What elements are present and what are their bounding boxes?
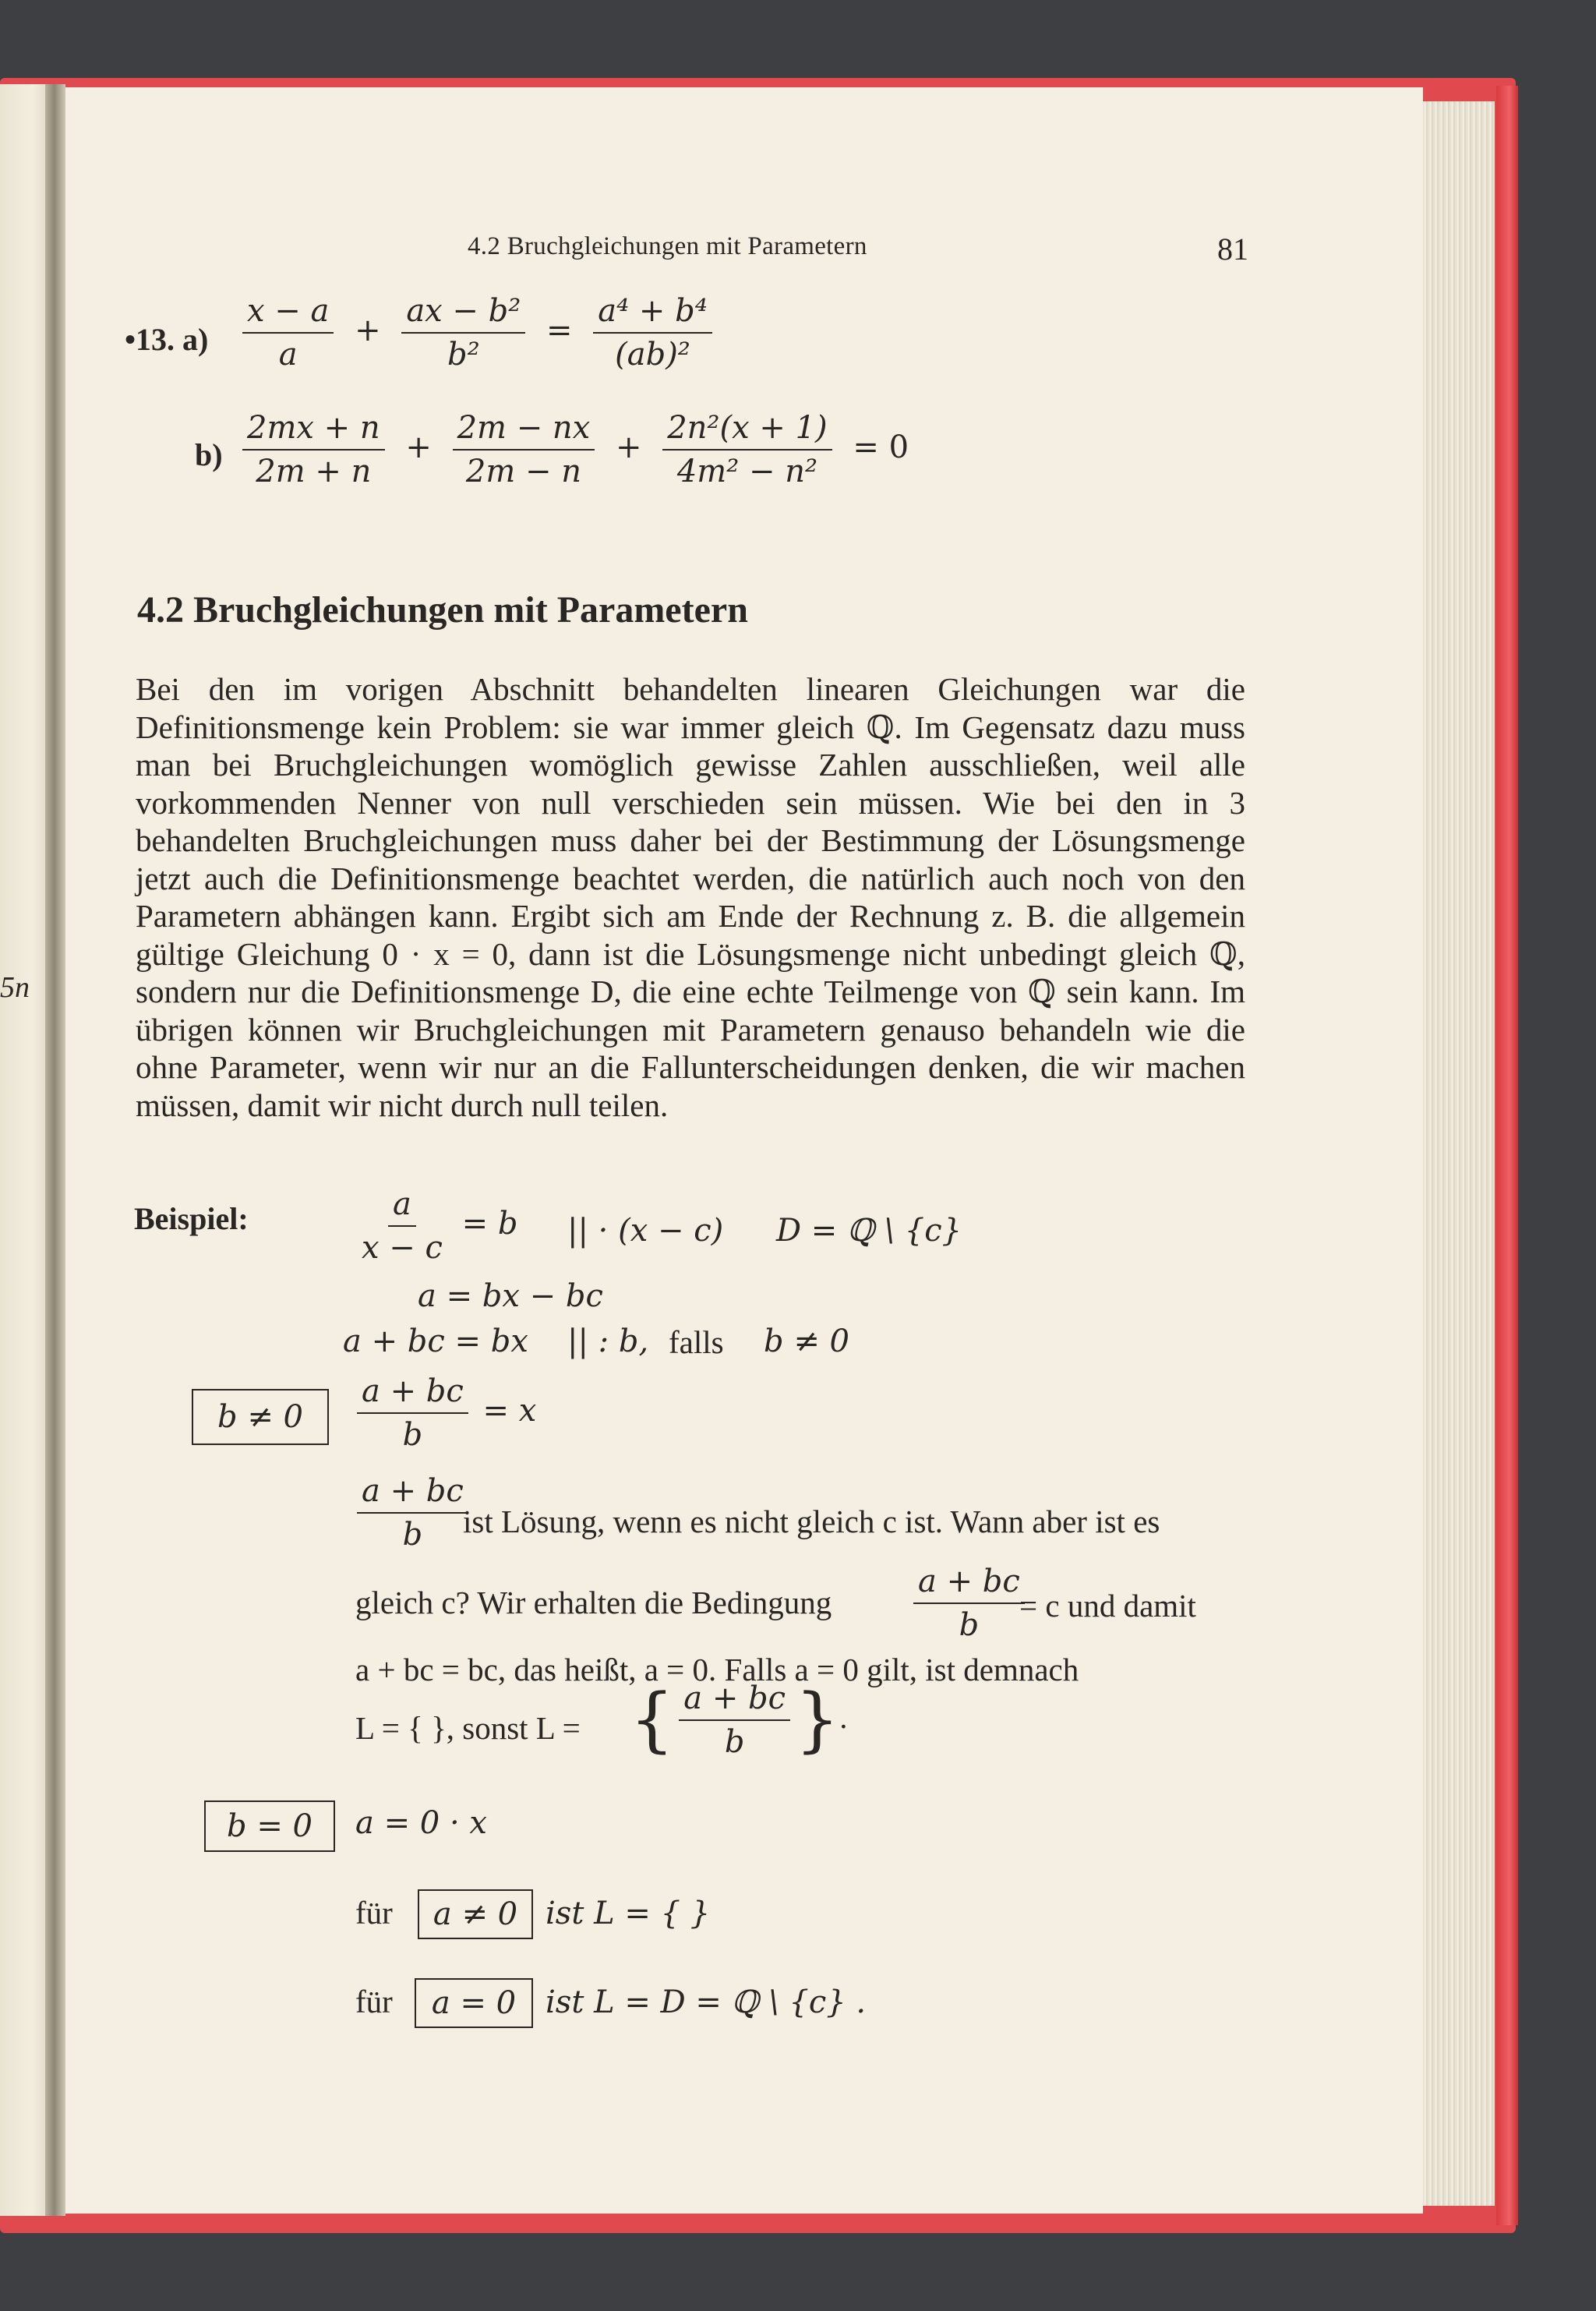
solution-text: ist Lösung, wenn es nicht gleich c ist. Wann aber ist es (463, 1504, 1160, 1539)
condition-fraction (909, 1564, 1029, 1643)
subcase-box-a-zero: a = 0 (415, 1978, 533, 2028)
cover-edge (1496, 86, 1518, 2225)
solution-fraction (352, 1473, 473, 1553)
frac-den: b² (447, 337, 480, 373)
case1-rhs: = x (482, 1393, 537, 1429)
eq3-falls: falls (669, 1324, 724, 1360)
case1-equation (352, 1373, 536, 1453)
frac-num: ax − b² (401, 293, 525, 334)
frac-den: 4m² − n² (676, 454, 817, 489)
example-label: Beispiel: (134, 1201, 249, 1236)
frac-num: 2n²(x + 1) (662, 410, 832, 451)
conclusion-text: a + bc = bc, das heißt, a = 0. Falls a = 0 gilt, ist demnach (355, 1652, 1079, 1687)
case-box-b-not-zero: b ≠ 0 (192, 1389, 329, 1445)
frac-den: (ab)² (615, 337, 690, 373)
exercise-b-label: b) (195, 437, 223, 472)
eq1-rhs: = b (461, 1206, 518, 1242)
frac-num: a + bc (357, 1473, 468, 1514)
page-number: 81 (1217, 231, 1248, 267)
example-equation-2: a = bx − bc (418, 1278, 603, 1314)
frac-den: b (959, 1607, 980, 1643)
page-stack-edge (1423, 101, 1495, 2206)
example-equation-1 (352, 1186, 517, 1266)
frac-num: a (388, 1186, 416, 1227)
frac-num: 2mx + n (242, 410, 385, 451)
section-paragraph (136, 670, 1245, 1124)
frac-den: b (724, 1724, 745, 1760)
section-title: 4.2 Bruchgleichungen mit Parametern (137, 589, 748, 631)
frac-den: b (402, 1517, 423, 1553)
book-gutter (45, 84, 65, 2216)
equation-13a: $\frac{x - a}{a}$ + $\frac{\text{ax − b²}}{\text{b²}}$ = $\frac{\text{a⁴ + b⁴}}{\text{(ab)²}}$ (238, 293, 717, 373)
definition-set: D = ℚ \ {c} (776, 1213, 962, 1249)
fuer-label-2: für (355, 1984, 393, 2019)
book-page (65, 87, 1423, 2214)
solution-set: { $\frac{a + bc}{b}$ }. (630, 1679, 848, 1761)
frac-num: a + bc (357, 1373, 468, 1414)
frac-num: a⁴ + b⁴ (593, 293, 711, 334)
margin-note: 5n (0, 971, 30, 1004)
condition-text: gleich c? Wir erhalten die Bedingung (355, 1585, 832, 1620)
case2-equation: a = 0 · x (355, 1805, 487, 1841)
fuer-label: für (355, 1895, 393, 1931)
frac-num: 2m − nx (453, 410, 595, 451)
eq3-condition: b ≠ 0 (764, 1323, 849, 1359)
left-brace: { (630, 1679, 675, 1761)
right-brace: } (795, 1679, 840, 1761)
equation-rhs: = 0 (853, 429, 909, 465)
running-head: 4.2 Bruchgleichungen mit Parametern (468, 232, 867, 260)
condition-text-end: = c und damit (1019, 1588, 1196, 1624)
eq1-operation: || · (x − c) (567, 1213, 724, 1249)
frac-num: x − a (242, 293, 334, 334)
equation-13b: $\frac{2mx + n}{2m + n}$ + $\frac{2m - nx}{2m - n}$ + $\frac{\text{2n²(x + 1)}}{\text{4m² − n²}}$ = 0 (238, 410, 915, 489)
solution-set-text: L = { }, sonst L = (355, 1710, 581, 1746)
subcase-box-a-not-zero: a ≠ 0 (418, 1889, 533, 1939)
subcase1-result: ist L = { } (546, 1896, 711, 1931)
frac-den: x − c (362, 1230, 443, 1266)
eq3-operation: || : b, (567, 1323, 649, 1359)
frac-den: 2m + n (256, 454, 372, 489)
frac-den: b (402, 1417, 423, 1453)
example-equation-3: a + bc = bx (343, 1323, 528, 1359)
frac-num: a + bc (679, 1680, 790, 1721)
frac-num: a + bc (913, 1564, 1025, 1604)
frac-den: a (278, 337, 298, 373)
exercise-label: •13. a) (125, 322, 209, 357)
case-box-b-zero: b = 0 (204, 1800, 335, 1852)
subcase2-result: ist L = D = ℚ \ {c} . (546, 1984, 867, 2020)
paragraph-text: Bei den im vorigen Abschnitt behandelten linearen Gleichungen war die Definitionsmenge kein Problem: sie war immer gleich ℚ. Im Gegensatz dazu muss man bei Bruchgleichungen womöglich gewisse Zahlen ausschließen, weil alle vorkommenden Nenner von null verschieden sein müssen. Wie bei den in 3 behandelten Bruchgleichungen muss daher bei der Bestimmung der Lösungsmenge jetzt auch die Definitionsmenge beachtet werden, die natürlich auch noch von den Parametern abhängen kann. Ergibt sich am Ende der Rechnung z. B. die allgemein gültige Gleichung 0 · x = 0, dann ist die Lösungsmenge nicht unbedingt gleich ℚ, sondern nur die Definitionsmenge D, die eine echte Teilmenge von ℚ sein kann. Im übrigen können wir Bruchgleichungen mit Parametern genauso behandeln wie die ohne Parameter, wenn wir nur an die Fallunterscheidungen denken, die wir machen müssen, damit wir nicht durch null teilen. (136, 671, 1245, 1123)
frac-den: 2m − n (465, 454, 581, 489)
